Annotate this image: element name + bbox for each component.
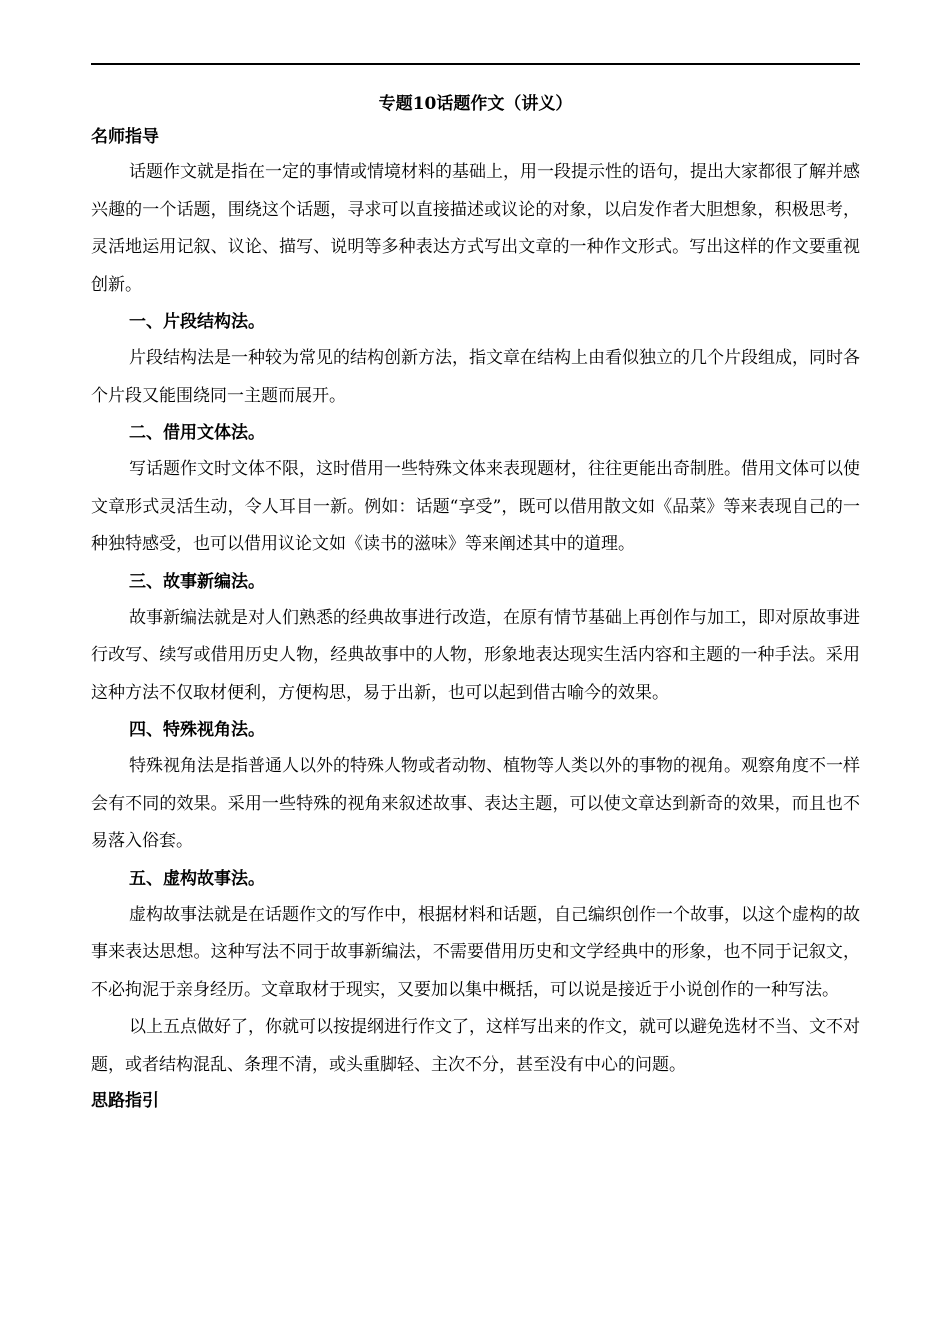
method-paragraph-4: 特殊视角法是指普通人以外的特殊人物或者动物、植物等人类以外的事物的视角。观察角度不一样会有不同的效果。采用一些特殊的视角来叙述故事、表达主题，可以使文章达到新奇的效果，而且也不易落入俗套。 <box>91 756 860 851</box>
header-rule <box>91 63 860 65</box>
method-heading-2: 二、借用文体法。 <box>129 423 265 443</box>
method-paragraph-5: 虚构故事法就是在话题作文的写作中，根据材料和话题，自己编织创作一个故事，以这个虚构的故事来表达思想。这种写法不同于故事新编法，不需要借用历史和文学经典中的形象，也不同于记叙文，不必拘泥于亲身经历。文章取材于现实，又要加以集中概括，可以说是接近于小说创作的一种写法。 <box>91 904 860 1000</box>
method-heading-5: 五、虚构故事法。 <box>129 868 265 889</box>
method-paragraph-2: 写话题作文时文体不限，这时借用一些特殊文体来表现题材，往往更能出奇制胜。借用文体可以使文章形式灵活生动，令人耳目一新。例如：话题“享受”，既可以借用散文如《品菜》等来表现自己的一种独特感受，也可以借用议论文如《读书的滋味》等来阐述其中的道理。 <box>91 459 860 554</box>
method-heading-3: 三、故事新编法。 <box>129 571 265 592</box>
section-heading-teacher-guide: 名师指导 <box>91 127 159 147</box>
method-paragraph-1: 片段结构法是一种较为常见的结构创新方法，指文章在结构上由看似独立的几个片段组成，同时各个片段又能围绕同一主题而展开。 <box>91 348 860 406</box>
method-paragraph-3: 故事新编法就是对人们熟悉的经典故事进行改造，在原有情节基础上再创作与加工，即对原故事进行改写、续写或借用历史人物，经典故事中的人物，形象地表达现实生活内容和主题的一种手法。采用这种方法不仅取材便利，方便构思，易于出新，也可以起到借古喻今的效果。 <box>91 607 860 703</box>
document-page <box>91 88 860 1118</box>
intro-paragraph: 话题作文就是指在一定的事情或情境材料的基础上，用一段提示性的语句，提出大家都很了解并感兴趣的一个话题，围绕这个话题，寻求可以直接描述或议论的对象，以启发作者大胆想象，积极思考，灵活地运用记叙、议论、描写、说明等多种表达方式写出文章的一种作文形式。写出这样的作文要重视创新。 <box>91 162 860 295</box>
document-title: 专题10话题作文（讲义） <box>378 94 573 114</box>
method-heading-4: 四、特殊视角法。 <box>129 720 265 740</box>
conclusion-paragraph: 以上五点做好了，你就可以按提纲进行作文了，这样写出来的作文，就可以避免选材不当、文不对题，或者结构混乱、条理不清，或头重脚轻、主次不分，甚至没有中心的问题。 <box>91 1017 860 1075</box>
section-heading-approach: 思路指引 <box>91 1091 159 1111</box>
method-heading-1: 一、片段结构法。 <box>129 312 265 332</box>
